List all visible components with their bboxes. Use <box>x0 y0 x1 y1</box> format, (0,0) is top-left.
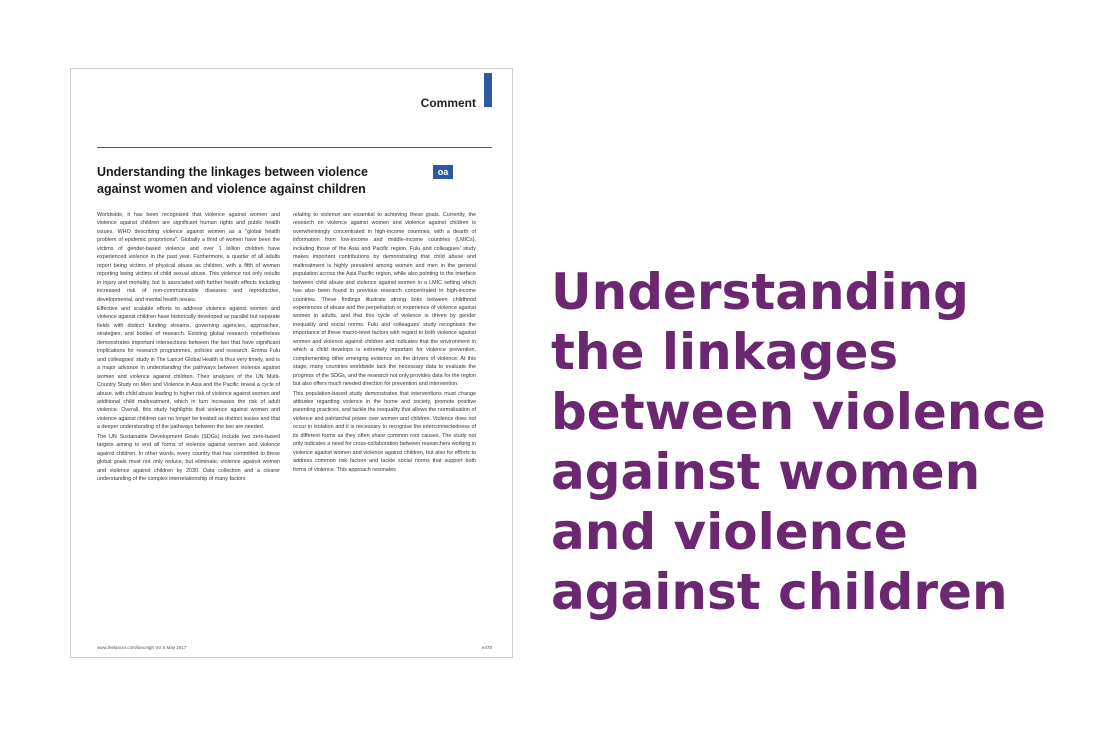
section-label: Comment <box>420 96 476 110</box>
paragraph: relating to violence are essential to achieving these goals. Currently, the research on violence against women and violence against children is overwhelmingly concentrated in high-income countries, with a dearth of information from low-income and middle-income countries (LMICs), including those of the Asia and Pacific region. Fulu and colleagues' study makes important contributions by demonstrating that child abuse and maltreatment is highly prevalent among women and men in the general population across the Asia Pacific region, while also pointing to the interface between child abuse and violence against women in a LMIC setting which has also been found in previous research concentrated in high-income countries. These findings illustrate strong links between childhood experiences of abuse and the perpetration or experience of violence against women in adults, and that this cycle of violence is driven by gender inequality and social norms. Fulu and colleagues' study recognises the importance of these macro-level factors with regard to both violence against women and violence against children and indicates that the environment in which a child develops is extremely important for violence prevention, complementing other emerging evidence on the drivers of violence. At this stage, many countries worldwide lack the necessary data to evaluate the progress of the SDGs, and the research not only provides data for the region but also offers much needed direction for prevention and intervention. <box>293 212 476 388</box>
headline <box>551 262 1091 622</box>
headline-line: between violence <box>551 383 1046 441</box>
article-page-thumbnail <box>70 68 513 658</box>
paragraph: This population-based study demonstrates that interventions must change attitudes regarding violence in the home and society, promote positive parenting practices, and tackle the inequality that allows the normalisation of violence and patriarchal power over women and children. Violence does not occur in isolation and it is necessary to recognise the interconnectedness of its different forms as they often share common root causes. The study not only indicates a need for cross-collaboration between researchers working in violence against women and violence against children, but also for efforts to address common risk factors and tackle social norms that support both forms of violence. This approach resonates <box>293 390 476 473</box>
body-column-right <box>293 211 476 475</box>
headline-line: Understanding <box>551 263 969 321</box>
headline-line: against women <box>551 443 981 501</box>
body-column-left <box>97 211 280 485</box>
headline-line: against children <box>551 563 1008 621</box>
headline-line: the linkages <box>551 323 899 381</box>
article-title: Understanding the linkages between violence against women and violence against children <box>97 165 368 196</box>
paragraph: The UN Sustainable Development Goals (SDGs) include two zero-based targets aiming to end all forms of violence against women and violence against children. In other words, every country that has committed to these global goals must not only reduce, but eliminate, violence against women and violence against children by 2030. Data collection and a clearer understanding of the complex interrelationship of many factors <box>97 433 280 483</box>
journal-footer: www.thelancet.com/lancetgh Vol 5 May 2017 <box>97 645 187 650</box>
headline-line: and violence <box>551 503 908 561</box>
section-color-bar <box>484 73 492 107</box>
header-rule <box>97 147 492 148</box>
page-number: e478 <box>481 645 492 650</box>
article-body <box>97 211 492 641</box>
open-access-badge: oa <box>433 165 453 179</box>
paragraph: Effective and scalable efforts to address violence against women and violence against children have historically developed as parallel but separate fields with distinct funding streams, governing agencies, approaches, strategies, and bodies of research. Existing global research nonetheless demonstrates important intersections between the two that have significant implications for research programmes, policies and research. Emma Fulu and colleagues' study in The Lancet Global Health is thus very timely, and is a major advance in understanding the pathways between violence against women and violence against children. Their analyses of the UN Multi-Country Study on Men and Violence in Asia and the Pacific reveal a cycle of abuse, with child abuse leading to higher risk of violence against women and additional child maltreatment, which in turn increases the risk of adult violence. Overall, this study highlights that violence against women and violence against children can no longer be treated as distinct issues and that a deeper understanding of the pathways between the two are needed. <box>97 305 280 431</box>
paragraph: Worldwide, it has been recognised that violence against women and violence against children are significant human rights and public health issues. WHO describing violence against women as a "global health problem of epidemic proportions". Globally a third of women have been the victims of gender-based violence and over 1 billion children have experienced violence in the past year. Furthermore, a quarter of all adults report being victims of physical abuse as children, with a fifth of women reporting being victims of child sexual abuse. This violence not only results in injury and mortality, but is associated with further health effects including increased risk of non-communicable diseases and reproductive, developmental, and mental health issues. <box>97 212 280 303</box>
